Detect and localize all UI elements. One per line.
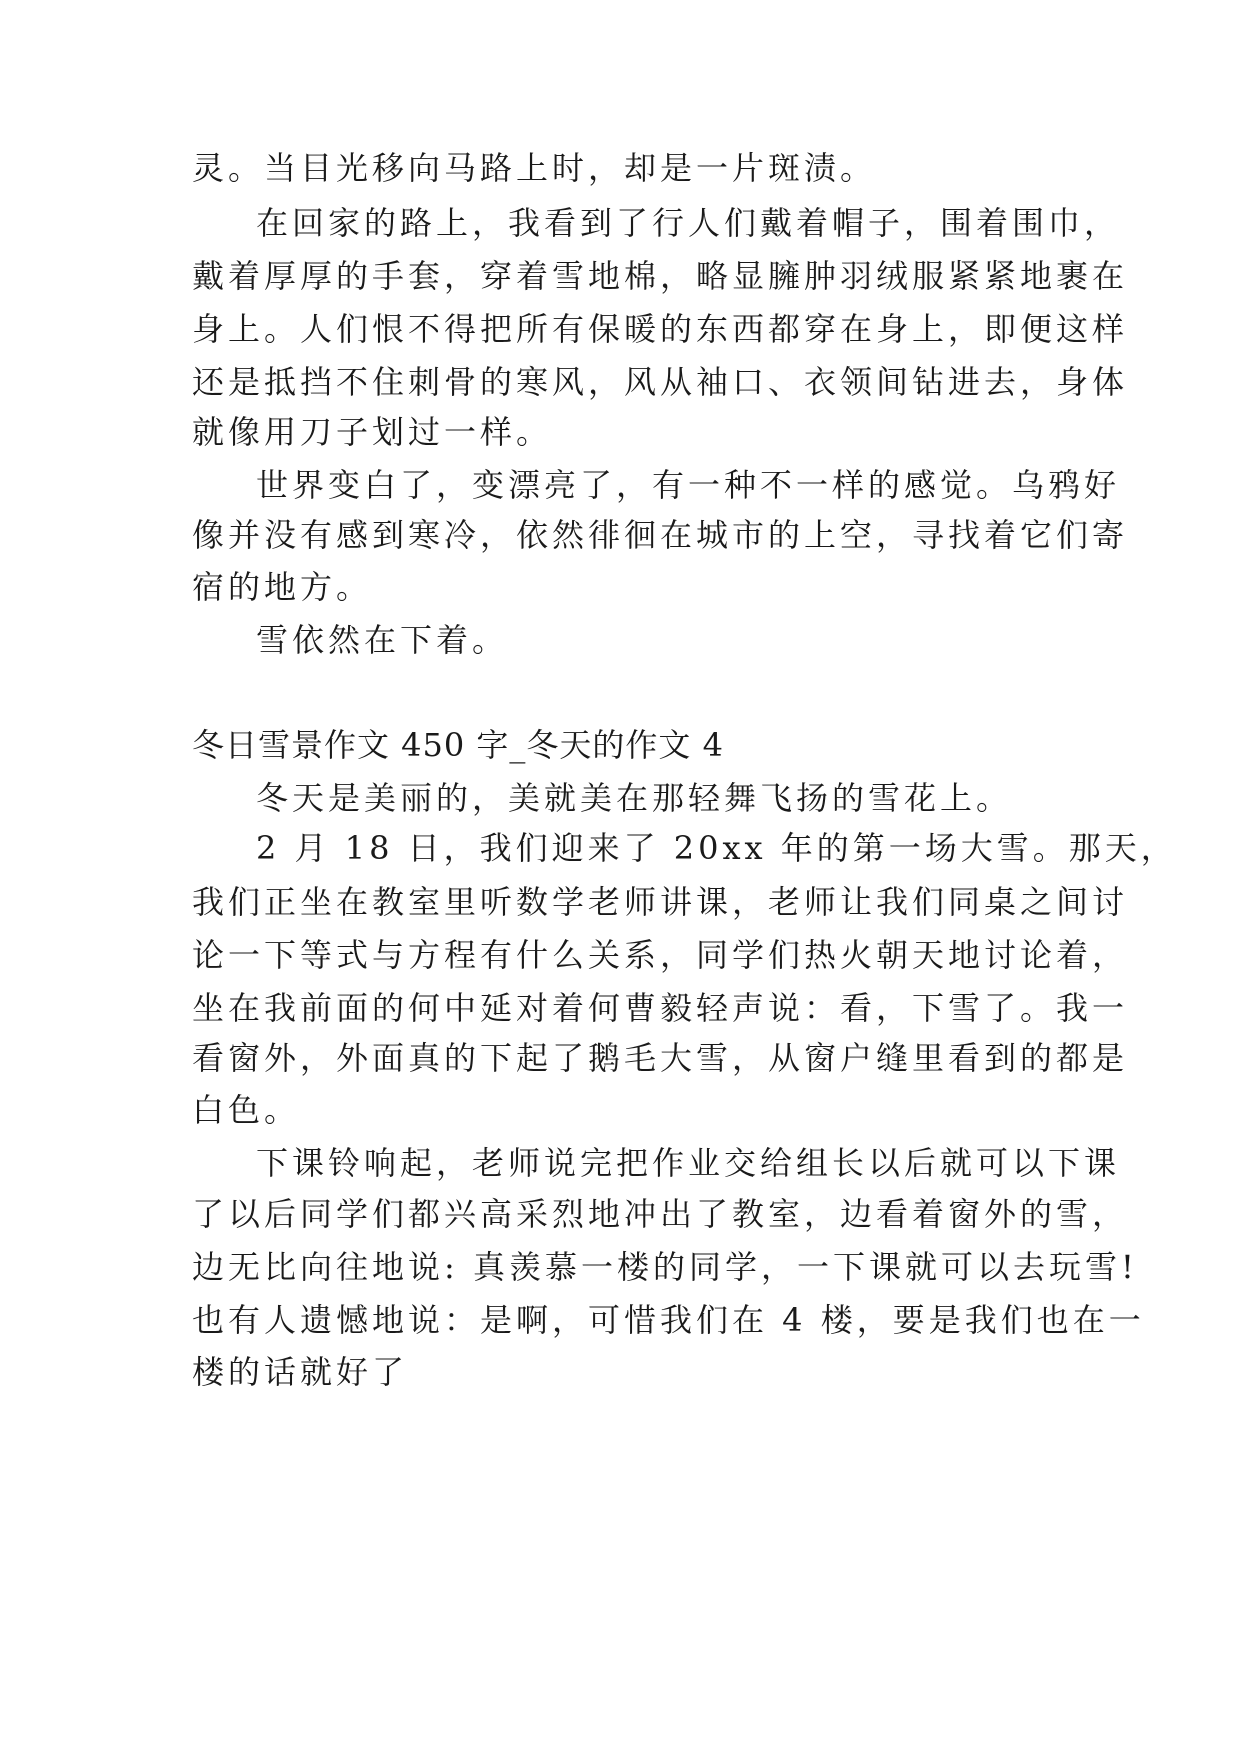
text-line: 看窗外，外面真的下起了鹅毛大雪，从窗户缝里看到的都是: [192, 1039, 1129, 1077]
text-line: 论一下等式与方程有什么关系，同学们热火朝天地讨论着，: [192, 936, 1129, 974]
text-line: 雪依然在下着。: [256, 621, 509, 659]
text-line: 冬天是美丽的，美就美在那轻舞飞扬的雪花上。: [256, 779, 1013, 817]
text-line: 我们正坐在教室里听数学老师讲课，老师让我们同桌之间讨: [192, 883, 1129, 921]
text-line: 2 月 18 日，我们迎来了 20xx 年的第一场大雪。那天，: [256, 829, 1177, 867]
text-line: 像并没有感到寒冷，依然徘徊在城市的上空，寻找着它们寄: [192, 516, 1129, 554]
text-line: 在回家的路上，我看到了行人们戴着帽子，围着围巾，: [256, 204, 1121, 242]
text-line: 楼的话就好了: [192, 1353, 409, 1391]
text-line: 宿的地方。: [192, 568, 373, 606]
text-line: 身上。人们恨不得把所有保暖的东西都穿在身上，即便这样: [192, 310, 1129, 348]
text-line: 就像用刀子划过一样。: [192, 413, 553, 451]
text-line: 边无比向往地说: 真羡慕一楼的同学，一下课就可以去玩雪!: [192, 1248, 1138, 1286]
text-line: 世界变白了，变漂亮了，有一种不一样的感觉。乌鸦好: [256, 466, 1121, 504]
section-heading: 冬日雪景作文 450 字_冬天的作文 4: [192, 726, 724, 764]
text-line: 下课铃响起，老师说完把作业交给组长以后就可以下课: [256, 1144, 1121, 1182]
text-line: 灵。当目光移向马路上时，却是一片斑渍。: [192, 149, 877, 187]
text-line: 坐在我前面的何中延对着何曹毅轻声说：看，下雪了。我一: [192, 989, 1129, 1027]
text-line: 还是抵挡不住刺骨的寒风，风从袖口、衣领间钻进去，身体: [192, 363, 1129, 401]
text-line: 也有人遗憾地说：是啊，可惜我们在 4 楼，要是我们也在一: [192, 1301, 1145, 1339]
text-line: 白色。: [192, 1091, 301, 1129]
text-line: 了以后同学们都兴高采烈地冲出了教室，边看着窗外的雪，: [192, 1195, 1129, 1233]
text-line: 戴着厚厚的手套，穿着雪地棉，略显臃肿羽绒服紧紧地裹在: [192, 257, 1129, 295]
